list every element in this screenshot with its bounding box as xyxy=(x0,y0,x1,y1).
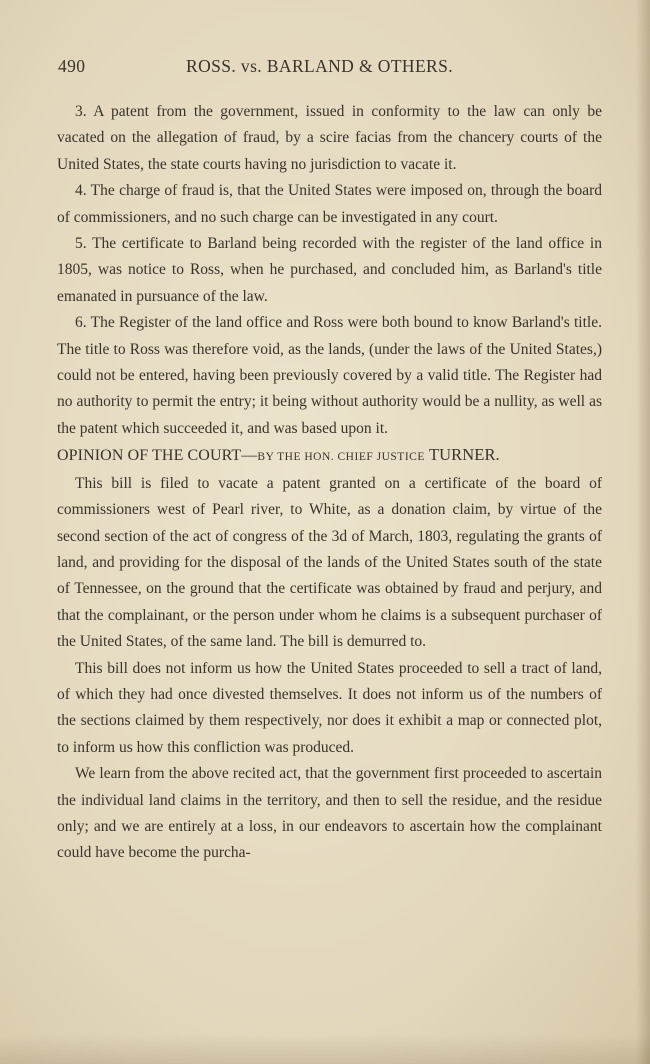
opinion-heading xyxy=(57,442,602,470)
page-edge-shadow xyxy=(636,0,650,1064)
point-3: 3. A patent from the government, issued in conformity to the law can only be vacated on the allegation of fraud, by a scire facias from the chancery courts of the United States, the state courts having no jurisdiction to vacate it. xyxy=(57,103,602,173)
page-number: 490 xyxy=(58,56,86,76)
running-head: ROSS. vs. BARLAND & OTHERS. xyxy=(186,56,454,76)
page-bottom-shadow xyxy=(0,1034,650,1064)
body-text xyxy=(57,99,602,867)
point-6: 6. The Register of the land office and Ross were both bound to know Barland's title. The title to Ross was therefore void, as the lands, (under the laws of the United States,) could not be entered, having been previously covered by a valid title. The Register had no authority to permit the entry; it being without authority would be a nullity, as well as the patent which succeeded it, and was based upon it. xyxy=(57,314,602,437)
point-5: 5. The certificate to Barland being recorded with the register of the land office in 1805, was notice to Ross, when he purchased, and concluded him, as Barland's title emanated in pursuance of the law. xyxy=(57,235,602,305)
opinion-paragraph-2: This bill does not inform us how the United States proceeded to sell a tract of land, of which they had once divested themselves. It does not inform us of the numbers of the sections claimed by them respectively, nor does it exhibit a map or connected plot, to inform us how this confliction was produced. xyxy=(57,659,602,756)
opinion-paragraph-3: We learn from the above recited act, that the government first proceeded to ascertain the individual land claims in the territory, and then to sell the residue, and the residue only; and we are entirely at a loss, in our endeavors to ascertain how the complainant could have become the purcha- xyxy=(57,765,602,862)
opinion-heading-lead: OPINION OF THE COURT— xyxy=(57,447,258,465)
page-header xyxy=(50,56,610,86)
point-4: 4. The charge of fraud is, that the United States were imposed on, through the board of commissioners, and no such charge can be investigated in any court. xyxy=(57,182,602,226)
opinion-paragraph-1: This bill is filed to vacate a patent granted on a certificate of the board of commissioners west of Pearl river, to White, as a donation claim, by virtue of the second section of the act of congress of the 3d of March, 1803, regulating the grants of land, and providing for the disposal of the lands of the United States south of the state of Tennessee, on the ground that the certificate was obtained by fraud and perjury, and that the complainant, or the person under whom he claims is a subsequent purchaser of the United States, of the same land. The bill is demurred to. xyxy=(57,474,602,651)
opinion-heading-judge: TURNER. xyxy=(428,445,500,465)
opinion-heading-by: BY THE HON. CHIEF JUSTICE xyxy=(257,451,425,464)
